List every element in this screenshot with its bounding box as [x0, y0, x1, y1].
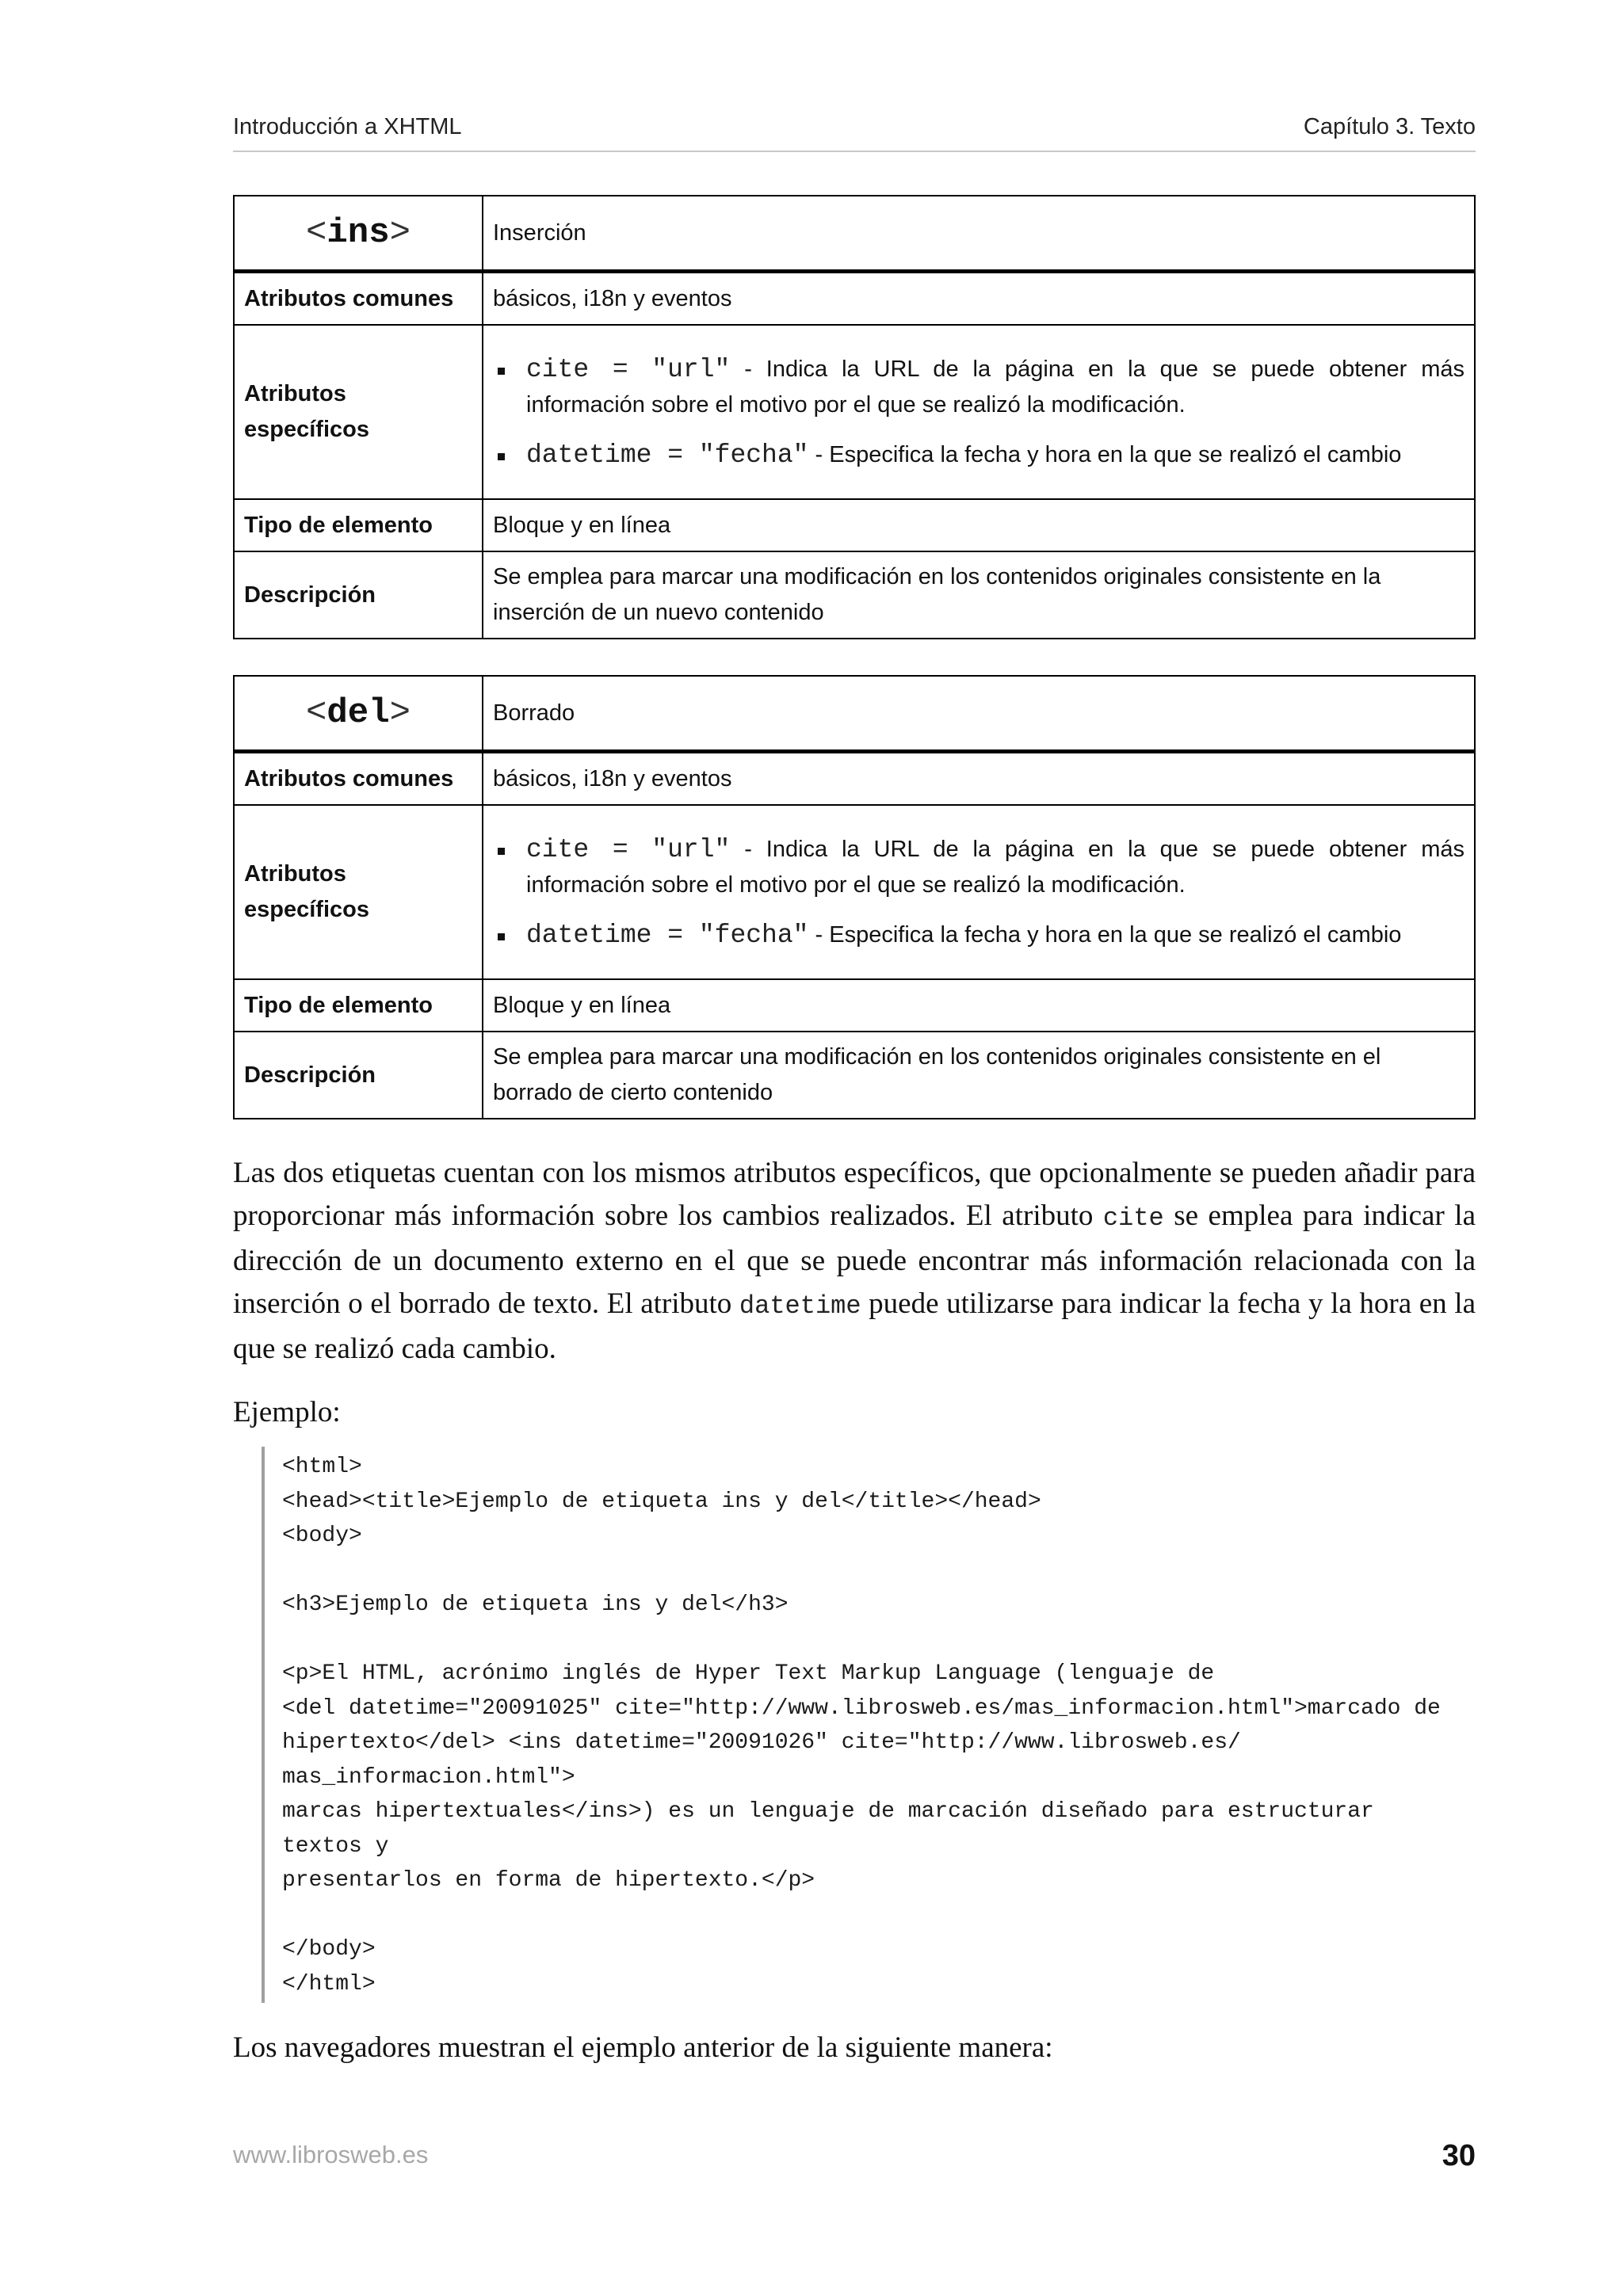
table-row — [234, 979, 1475, 1032]
list-item: cite = "url" - Indica la URL de la página en la que se puede obtener más información sobre el motivo por el que se realizó la modificación. — [493, 832, 1465, 903]
description-label: Descripción — [234, 551, 483, 639]
common-attributes-label: Atributos comunes — [234, 752, 483, 806]
description-label: Descripción — [234, 1032, 483, 1119]
table-row — [234, 1032, 1475, 1119]
element-type-label: Tipo de elemento — [234, 979, 483, 1032]
ins-element-table — [233, 195, 1476, 639]
running-header-chapter: Capítulo 3. Texto — [1303, 114, 1476, 139]
table-row — [234, 551, 1475, 639]
common-attributes-value: básicos, i18n y eventos — [483, 752, 1475, 806]
closing-paragraph: Los navegadores muestran el ejemplo anterior de la siguiente manera: — [233, 2031, 1053, 2064]
list-item: cite = "url" - Indica la URL de la página en la que se puede obtener más información sobre el motivo por el que se realizó la modificación. — [493, 352, 1465, 423]
element-type-value: Bloque y en línea — [483, 499, 1475, 551]
table-row — [234, 325, 1475, 499]
specific-attributes-label: Atributos específicos — [234, 325, 483, 499]
table-header-row — [234, 676, 1475, 752]
element-tag-name: <ins> — [234, 196, 483, 272]
table-header-row — [234, 196, 1475, 272]
body-paragraph: Las dos etiquetas cuentan con los mismos atributos específicos, que opcionalmente se pueden añadir para proporcionar más información sobre los cambios realizados. El atributo cite se emplea para indicar la dirección de un documento externo en el que se puede encontrar más información relacionada con la inserción o el borrado de texto. El atributo datetime puede utilizarse para indicar la fecha y la hora en la que se realizó cada cambio. — [233, 1157, 1476, 1365]
common-attributes-value: básicos, i18n y eventos — [483, 272, 1475, 326]
description-value: Se emplea para marcar una modificación en los contenidos originales consistente en la inserción de un nuevo contenido — [483, 551, 1475, 639]
table-row — [234, 499, 1475, 551]
inline-code-cite: cite — [1102, 1203, 1164, 1233]
table-row — [234, 752, 1475, 806]
specific-attributes-value — [483, 325, 1475, 499]
element-type-value: Bloque y en línea — [483, 979, 1475, 1032]
list-item: datetime = "fecha" - Especifica la fecha y hora en la que se realizó el cambio — [493, 917, 1465, 953]
footer-site-url: www.librosweb.es — [233, 2141, 429, 2168]
running-header-title: Introducción a XHTML — [233, 114, 462, 139]
element-title: Inserción — [483, 196, 1475, 272]
specific-attributes-value — [483, 805, 1475, 979]
common-attributes-label: Atributos comunes — [234, 272, 483, 326]
element-title: Borrado — [483, 676, 1475, 752]
element-tag-name: <del> — [234, 676, 483, 752]
del-element-table — [233, 675, 1476, 1119]
table-row — [234, 272, 1475, 326]
example-label: Ejemplo: — [233, 1396, 341, 1428]
table-row — [234, 805, 1475, 979]
list-item: datetime = "fecha" - Especifica la fecha y hora en la que se realizó el cambio — [493, 437, 1465, 473]
description-value: Se emplea para marcar una modificación en los contenidos originales consistente en el borrado de cierto contenido — [483, 1032, 1475, 1119]
code-example-block: <html> <head><title>Ejemplo de etiqueta ins y del</title></head> <body> <h3>Ejemplo de etiqueta ins y del</h3> <p>El HTML, acrónimo inglés de Hyper Text Markup Language (lenguaje de <del datetime="20091025" cite="http://www.librosweb.es/mas_informacion.html">marcado de hipertexto</del> <ins datetime="20091026" cite="http://www.librosweb.es/ mas_informacion.html"> marcas hipertextuales</ins>) es un lenguaje de marcación diseñado para estructurar textos y presentarlos en forma de hipertexto.</p> </body> </html> — [262, 1447, 1474, 2003]
header-divider — [233, 151, 1476, 152]
page-number: 30 — [1442, 2139, 1476, 2172]
element-type-label: Tipo de elemento — [234, 499, 483, 551]
inline-code-datetime: datetime — [739, 1291, 861, 1321]
specific-attributes-label: Atributos específicos — [234, 805, 483, 979]
